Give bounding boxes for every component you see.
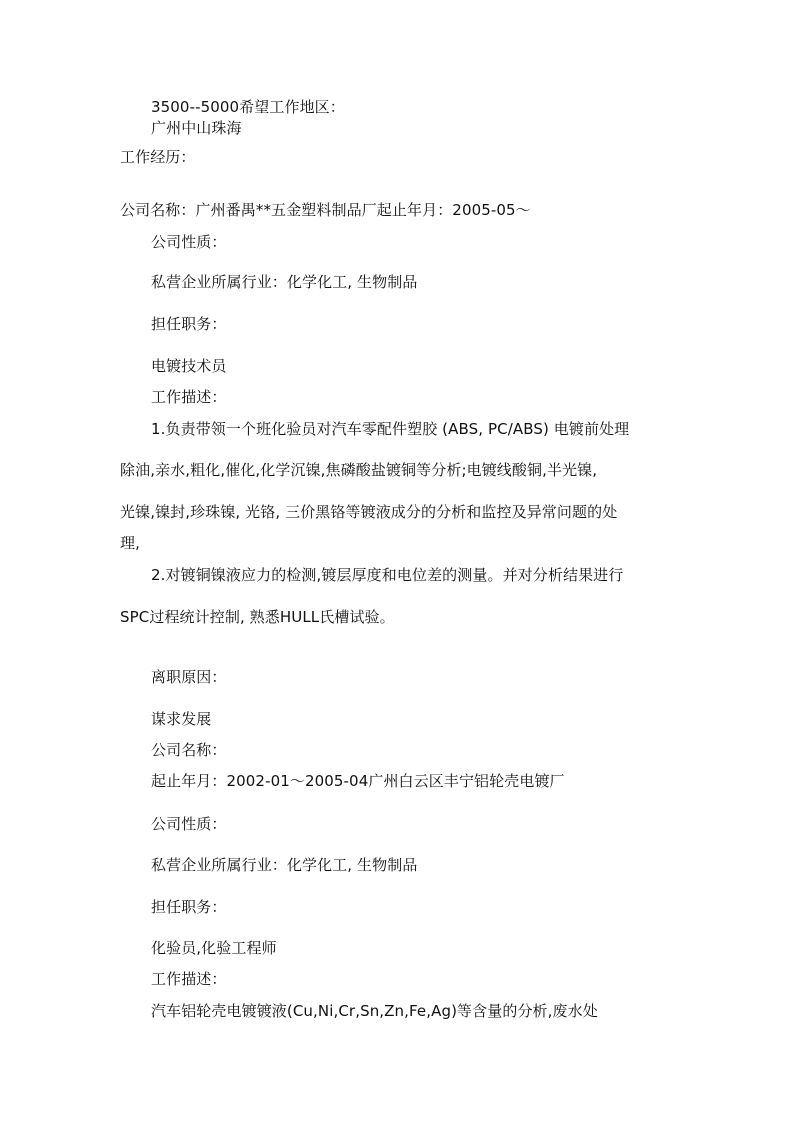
company-1-nature-label: 公司性质： (151, 233, 227, 251)
company-1-leave-reason-label: 离职原因： (151, 668, 227, 686)
company-1-description-label: 工作描述： (151, 388, 227, 406)
company-2-position-label: 担任职务： (151, 898, 227, 916)
preferred-location-value: 广州中山珠海 (151, 119, 242, 137)
company-2-nature-label: 公司性质： (151, 815, 227, 833)
company-2-period-and-name: 起止年月：2002-01～2005-04广州白云区丰宁铝轮壳电镀厂 (151, 772, 565, 790)
company-1-description-line-4: 理, (120, 534, 140, 552)
company-2-industry: 私营企业所属行业：化学化工, 生物制品 (151, 856, 418, 874)
company-1-description-line-1: 1.负责带领一个班化验员对汽车零配件塑胶 (ABS, PC/ABS) 电镀前处理 (151, 420, 630, 438)
company-1-description-line-5: 2.对镀铜镍液应力的检测,镀层厚度和电位差的测量。并对分析结果进行 (151, 566, 624, 584)
company-1-name-and-period: 公司名称：广州番禺**五金塑料制品厂起止年月：2005-05～ (120, 201, 531, 219)
company-1-description-line-2: 除油,亲水,粗化,催化,化学沉镍,焦磷酸盐镀铜等分析;电镀线酸铜,半光镍, (120, 461, 598, 479)
company-2-description-label: 工作描述： (151, 970, 227, 988)
work-experience-heading: 工作经历： (120, 148, 196, 166)
company-1-description-line-3: 光镍,镍封,珍珠镍, 光铬, 三价黑铬等镀液成分的分析和监控及异常问题的处 (120, 503, 618, 521)
company-1-position-value: 电镀技术员 (151, 357, 227, 375)
company-1-position-label: 担任职务： (151, 315, 227, 333)
company-1-industry: 私营企业所属行业：化学化工, 生物制品 (151, 273, 418, 291)
company-2-name-label: 公司名称： (151, 741, 227, 759)
company-2-position-value: 化验员,化验工程师 (151, 939, 277, 957)
company-1-description-line-6: SPC过程统计控制, 熟悉HULL氏槽试验。 (120, 608, 395, 626)
company-1-leave-reason-value: 谋求发展 (151, 710, 212, 728)
company-2-description-line-1: 汽车铝轮壳电镀镀液(Cu,Ni,Cr,Sn,Zn,Fe,Ag)等含量的分析,废水处 (151, 1002, 598, 1020)
expected-salary-and-location-label: 3500--5000希望工作地区： (151, 98, 345, 116)
